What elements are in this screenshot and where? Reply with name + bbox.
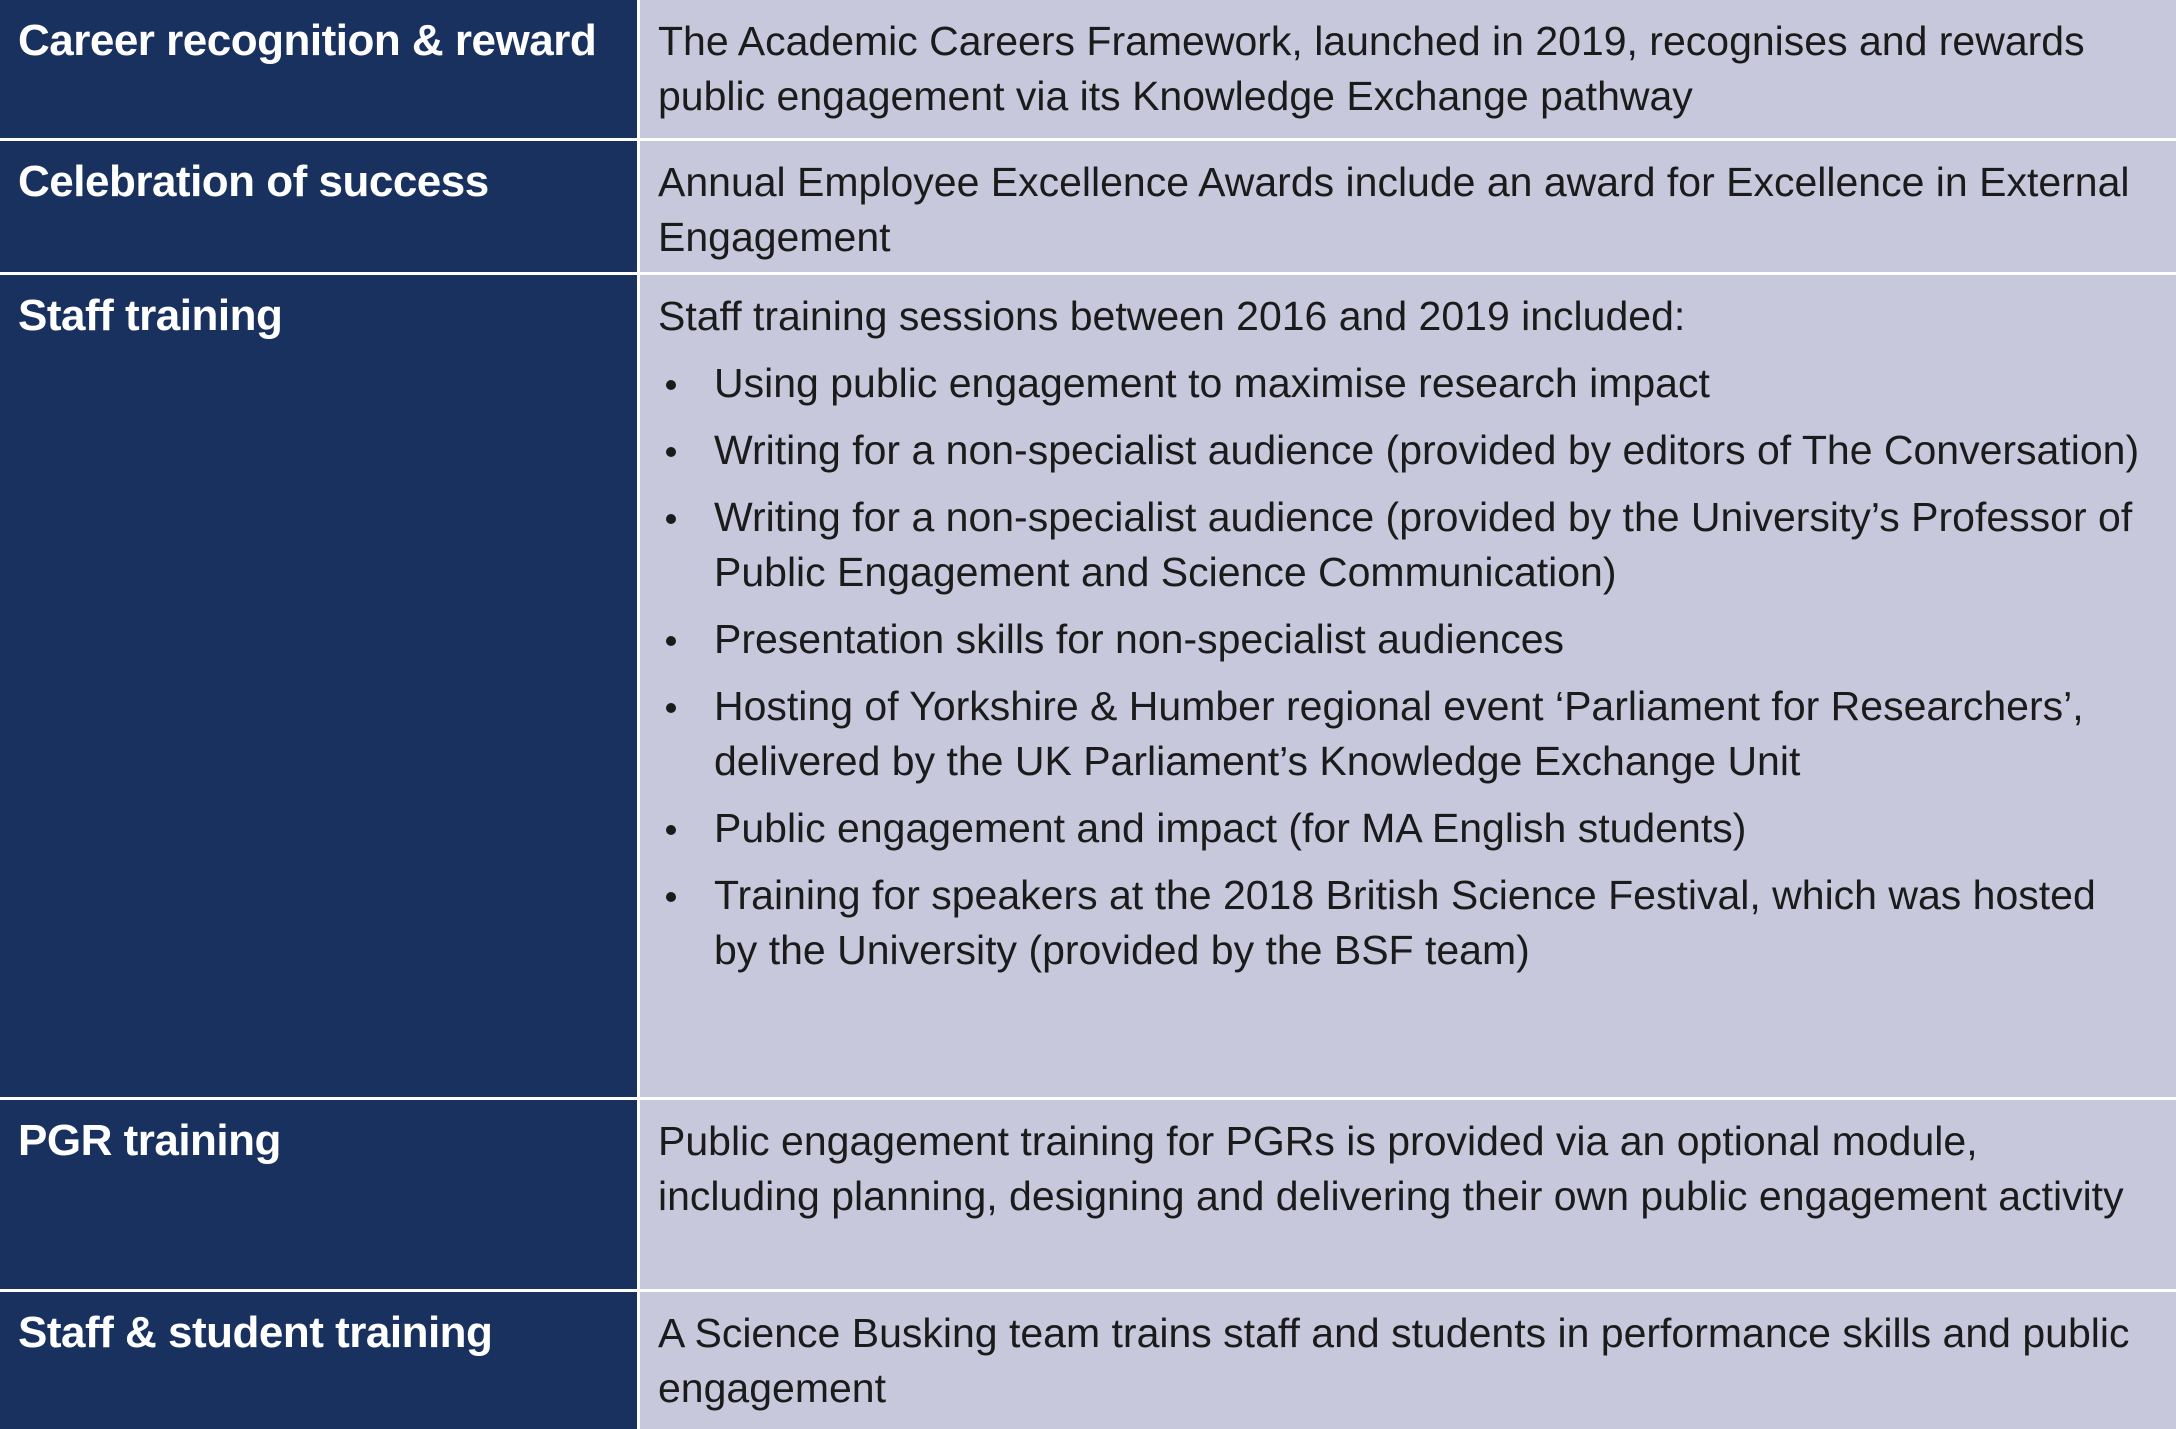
list-item-text: Training for speakers at the 2018 British Science Festival, which was hosted by the University (provided by the BSF team) <box>714 872 2096 973</box>
list-item-text: Writing for a non-specialist audience (provided by editors of The Conversation) <box>714 427 2140 473</box>
row-label-staff-student-training: Staff & student training <box>0 1292 637 1429</box>
list-item <box>658 868 2149 978</box>
row-label-celebration: Celebration of success <box>0 141 637 272</box>
list-item <box>658 490 2149 600</box>
staff-training-list <box>658 356 2149 978</box>
staff-training-intro: Staff training sessions between 2016 and 2019 included: <box>658 293 1686 339</box>
list-item-text: Hosting of Yorkshire & Humber regional event ‘Parliament for Researchers’, delivered by the UK Parliament’s Knowledge Exchange Unit <box>714 683 2084 784</box>
row-text-celebration: Annual Employee Excellence Awards include an award for Excellence in External Engagement <box>640 141 2176 272</box>
list-item-text: Using public engagement to maximise research impact <box>714 360 1710 406</box>
bullet-icon <box>666 892 676 902</box>
row-text-staff-student-training: A Science Busking team trains staff and students in performance skills and public engagement <box>640 1292 2176 1429</box>
row-text-pgr-training: Public engagement training for PGRs is provided via an optional module, including planning, designing and delivering their own public engagement activity <box>640 1100 2176 1289</box>
bullet-icon <box>666 380 676 390</box>
list-item <box>658 612 2149 667</box>
list-item <box>658 423 2149 478</box>
row-content-staff-training <box>640 275 2176 1097</box>
list-item-text: Writing for a non-specialist audience (provided by the University’s Professor of Public Engagement and Science Communication) <box>714 494 2133 595</box>
row-label-staff-training: Staff training <box>0 275 637 1097</box>
list-item <box>658 679 2149 789</box>
bullet-icon <box>666 447 676 457</box>
row-label-career-recognition: Career recognition & reward <box>0 0 637 138</box>
bullet-icon <box>666 703 676 713</box>
bullet-icon <box>666 514 676 524</box>
bullet-icon <box>666 636 676 646</box>
list-item <box>658 801 2149 856</box>
list-item-text: Public engagement and impact (for MA English students) <box>714 805 1747 851</box>
list-item-text: Presentation skills for non-specialist audiences <box>714 616 1565 662</box>
list-item <box>658 356 2149 411</box>
row-text-career-recognition: The Academic Careers Framework, launched in 2019, recognises and rewards public engagement via its Knowledge Exchange pathway <box>640 0 2176 138</box>
row-label-pgr-training: PGR training <box>0 1100 637 1289</box>
bullet-icon <box>666 825 676 835</box>
